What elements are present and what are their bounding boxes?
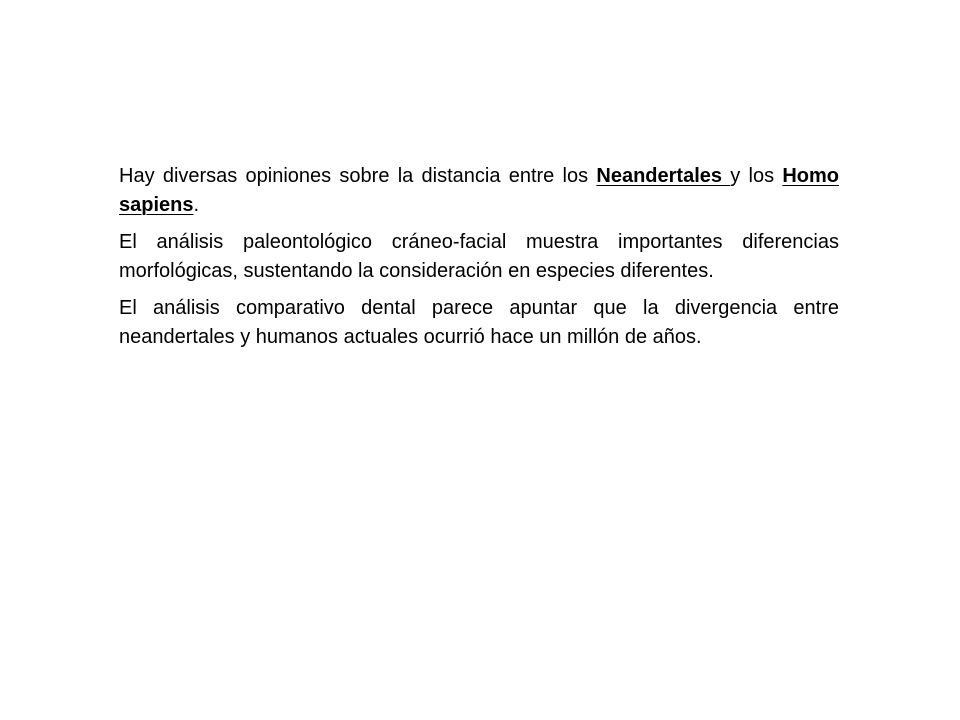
paragraph-paleontological-analysis: El análisis paleontológico cráneo-facial muestra importantes diferencias morfológicas, sustentando la consideración en especies diferentes. <box>119 231 839 282</box>
link-homo-sapiens[interactable]: Homo sapiens <box>119 165 839 216</box>
paragraph-text-after: . <box>193 194 200 216</box>
paragraph-distance-opinions <box>119 162 839 220</box>
paragraph-text-before: Hay diversas opiniones sobre la distancia entre los <box>119 165 597 187</box>
paragraph-text-middle: y los <box>730 165 783 187</box>
paragraph-dental-analysis: El análisis comparativo dental parece apuntar que la divergencia entre neandertales y humanos actuales ocurrió hace un millón de años. <box>119 297 839 348</box>
text-body <box>119 162 839 360</box>
link-neandertales[interactable]: Neandertales <box>596 165 731 187</box>
